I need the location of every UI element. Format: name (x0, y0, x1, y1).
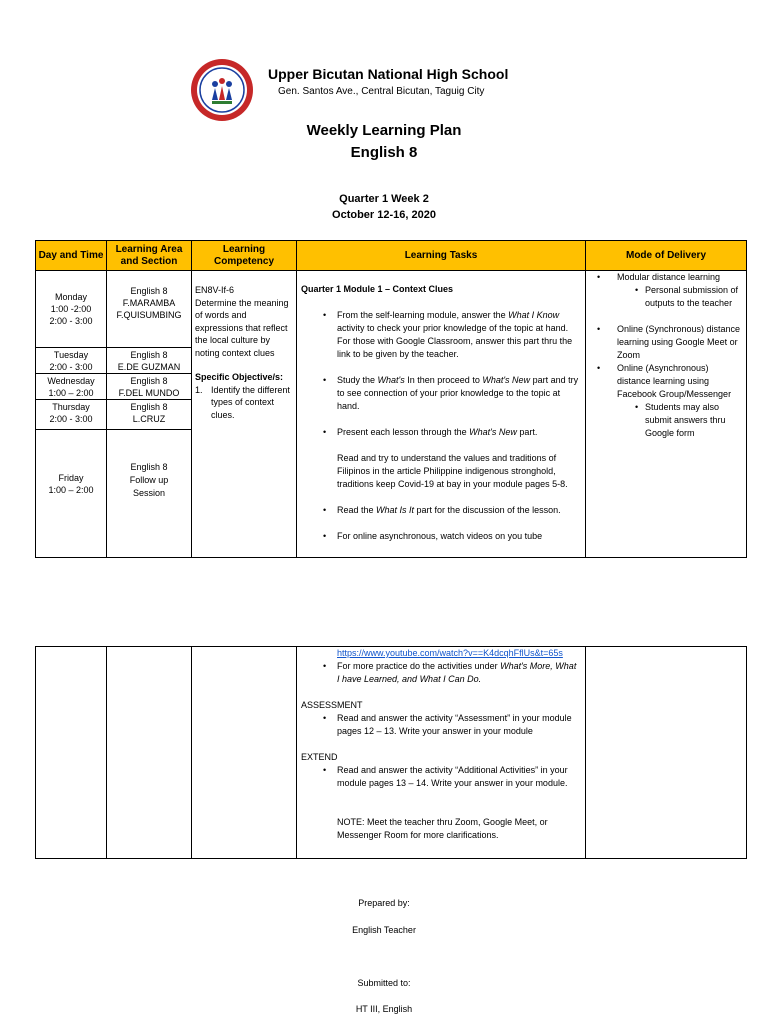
task-item: • Read and answer the activity “Assessment” in your module pages 12 – 13. Write your answer in your module (337, 712, 579, 738)
mode-item: • Online (Synchronous) distance learning using Google Meet or Zoom (617, 323, 743, 362)
area-monday: English 8 F.MARAMBA F.QUISUMBING (107, 271, 191, 348)
objective-text: Identify the different types of context clues. (211, 384, 290, 420)
table-header-row (36, 241, 747, 271)
task-item: • Read and answer the activity “Additional Activities” in your module pages 13 – 14. Write your answer in your module. (337, 764, 579, 790)
extend-label: EXTEND (301, 752, 338, 762)
table-row (36, 271, 747, 558)
task-item: • For online asynchronous, watch videos on you tube (337, 530, 579, 543)
competency-text: Determine the meaning of words and expressions that reflect the local culture by noting context clues (195, 297, 289, 358)
mode-cell (586, 271, 747, 558)
mode-subitem: • Personal submission of outputs to the teacher (645, 284, 743, 310)
area-thursday: English 8 L.CRUZ (107, 400, 191, 430)
area-cell-empty (107, 647, 192, 859)
date-range: October 12-16, 2020 (332, 209, 436, 221)
prepared-by-label: Prepared by: (358, 898, 410, 908)
day-friday: Friday 1:00 – 2:00 (48, 473, 94, 495)
task-item: • From the self-learning module, answer the What I Know activity to check your prior knowledge of the topic at hand. For those with Google Classroom, answer this part thru the link to be given by the teacher. (337, 309, 579, 361)
mode-cell-empty (586, 647, 747, 859)
document-subject: English 8 (350, 144, 418, 161)
header-day: Day and Time (36, 241, 107, 271)
school-seal-icon (190, 58, 254, 122)
quarter-label: Quarter 1 Week 2 (339, 193, 429, 205)
assessment-label: ASSESSMENT (301, 700, 363, 710)
document-title: Weekly Learning Plan (306, 122, 462, 139)
tasks-cell-continued (297, 647, 586, 859)
day-thursday: Thursday 2:00 - 3:00 (36, 400, 106, 430)
competency-cell (192, 271, 297, 558)
competency-code: EN8V-If-6 (195, 285, 235, 295)
header-area: Learning Area and Section (107, 241, 192, 271)
prepared-by-role: English Teacher (352, 925, 416, 935)
school-name: Upper Bicutan National High School (268, 66, 509, 82)
objective-label: Specific Objective/s: (195, 372, 284, 382)
teacher-note: NOTE: Meet the teacher thru Zoom, Google Meet, or Messenger Room for more clarifications. (337, 817, 548, 840)
mode-subitem: • Students may also submit answers thru Google form (645, 401, 743, 440)
day-cell-empty (36, 647, 107, 859)
area-wednesday: English 8 F.DEL MUNDO (107, 374, 191, 400)
tasks-cell (297, 271, 586, 558)
competency-cell-empty (192, 647, 297, 859)
area-tuesday: English 8 E.DE GUZMAN (107, 348, 191, 374)
area-cell (107, 271, 192, 558)
header-competency: Learning Competency (192, 241, 297, 271)
submitted-to-label: Submitted to: (357, 978, 411, 988)
header-tasks: Learning Tasks (297, 241, 586, 271)
submitted-to-role: HT III, English (355, 1004, 413, 1014)
task-item: • Present each lesson through the What's New part. (337, 426, 579, 439)
task-item: • For more practice do the activities under What's More, What I have Learned, and What I Can Do. (337, 660, 579, 686)
header-mode: Mode of Delivery (586, 241, 747, 271)
task-item: • Study the What's In then proceed to What's New part and try to see connection of your prior knowledge to the topic at hand. (337, 374, 579, 413)
task-paragraph: Read and try to understand the values and traditions of Filipinos in the article Philippine indigenous stronghold, traditions keep Covid-19 at bay in your module pages 5-8. (337, 453, 568, 489)
day-wednesday: Wednesday 1:00 – 2:00 (36, 374, 106, 400)
learning-plan-table-continued (35, 646, 747, 859)
table-row (36, 647, 747, 859)
day-monday: Monday 1:00 -2:00 2:00 - 3:00 (36, 271, 106, 348)
day-tuesday: Tuesday 2:00 - 3:00 (36, 348, 106, 374)
school-address: Gen. Santos Ave., Central Bicutan, Taguig City (278, 86, 485, 97)
mode-item: • Modular distance learning • Personal submission of outputs to the teacher (617, 271, 743, 310)
module-title: Quarter 1 Module 1 – Context Clues (301, 284, 454, 294)
objective-number: 1. (195, 384, 203, 395)
day-cell (36, 271, 107, 558)
area-friday: English 8 Follow up Session (129, 462, 169, 498)
youtube-link[interactable]: https://www.youtube.com/watch?v==K4dcqhFflUs&t=65s (337, 648, 563, 658)
learning-plan-table (35, 240, 747, 558)
mode-item: • Online (Asynchronous) distance learning using Facebook Group/Messenger • Students may also submit answers thru Google form (617, 362, 743, 440)
task-item: • Read the What Is It part for the discussion of the lesson. (337, 504, 579, 517)
